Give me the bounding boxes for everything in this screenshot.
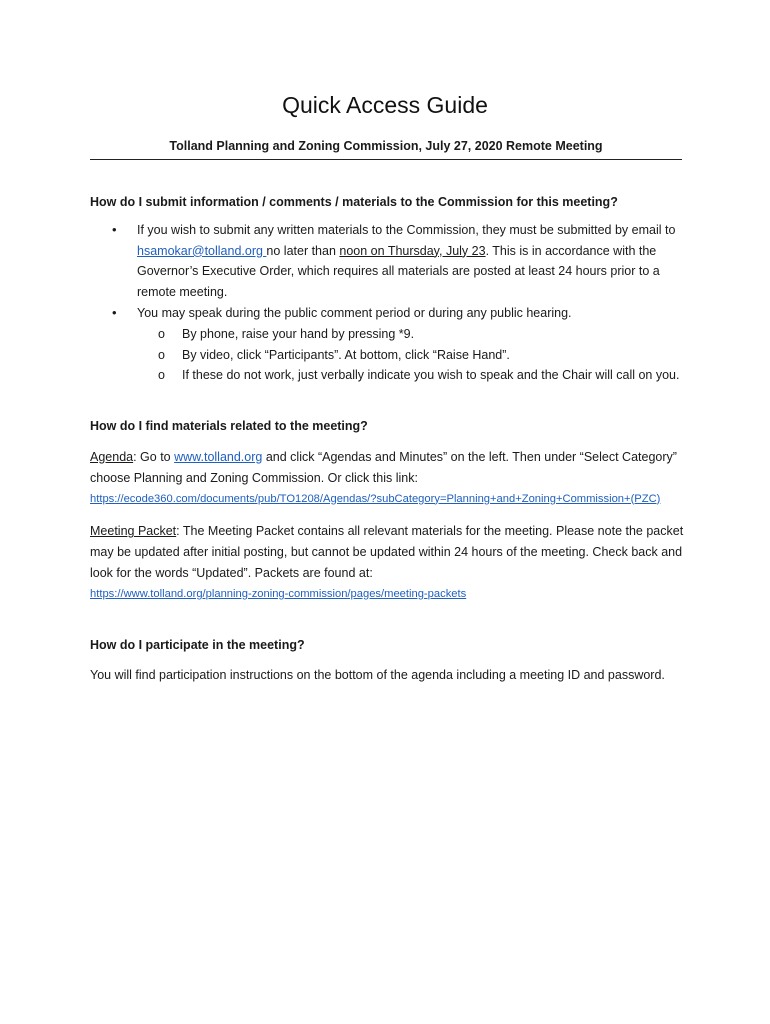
bullet-text: . This is in accordance with the Governor’s Executive Order, which requires all materials are posted at least 24 hours prior to a remote meeting. [137, 243, 660, 300]
meeting-packets-link[interactable]: https://www.tolland.org/planning-zoning-commission/pages/meeting-packets [90, 587, 467, 600]
ecode360-link[interactable]: https://ecode360.com/documents/pub/TO1208/Agendas/?subCategory=Planning+and+Zoning+Commission+(PZC) [90, 492, 661, 505]
bullet-text: If you wish to submit any written materials to the Commission, they must be submitted by email to [137, 222, 676, 237]
bullet-written-materials [90, 220, 690, 303]
page-title: Quick Access Guide [282, 92, 488, 118]
agenda-text: : Go to [133, 449, 175, 464]
tolland-site-link[interactable]: www.tolland.org [174, 449, 263, 464]
packet-label: Meeting Packet [90, 524, 177, 539]
sub-bullet-verbal: o If these do not work, just verbally indicate you wish to speak and the Chair will call on you. [137, 365, 690, 386]
bullet-speak [90, 303, 690, 386]
packet-paragraph [90, 521, 690, 583]
participate-paragraph: You will find participation instructions on the bottom of the agenda including a meeting ID and password. [90, 668, 665, 683]
page-subtitle: Tolland Planning and Zoning Commission, July 27, 2020 Remote Meeting [169, 139, 603, 153]
sub-bullet-phone: o By phone, raise your hand by pressing *9. [137, 324, 690, 345]
question-participate: How do I participate in the meeting? [90, 637, 305, 652]
packet-url-paragraph [90, 584, 690, 605]
question-find-materials: How do I find materials related to the meeting? [90, 419, 368, 434]
agenda-paragraph [90, 447, 690, 489]
email-link[interactable]: hsamokar@tolland.org [137, 243, 267, 258]
deadline-text: noon on Thursday, July 23 [339, 243, 486, 258]
question-submit-materials: How do I submit information / comments / materials to the Commission for this meeting? [90, 195, 618, 209]
submit-bullets [90, 220, 690, 386]
agenda-url-paragraph [90, 489, 690, 510]
agenda-label: Agenda [90, 449, 134, 464]
bullet-text: You may speak during the public comment period or during any public hearing. [137, 305, 572, 320]
speak-sub-bullets [137, 324, 690, 386]
title-divider [90, 159, 682, 160]
agenda-text: and click “Agendas and Minutes” on the left. Then under “Select Category” choose Planning and Zoning Commission. Or click this link: [90, 449, 677, 485]
bullet-text: no later than [266, 243, 340, 258]
sub-bullet-video: o By video, click “Participants”. At bottom, click “Raise Hand”. [137, 345, 690, 366]
document-body [90, 192, 690, 686]
packet-text: : The Meeting Packet contains all relevant materials for the meeting. Please note the packet may be updated after initial posting, but cannot be updated within 24 hours of the meeting. Check back and look for the words “Updated”. Packets are found at: [90, 524, 684, 580]
